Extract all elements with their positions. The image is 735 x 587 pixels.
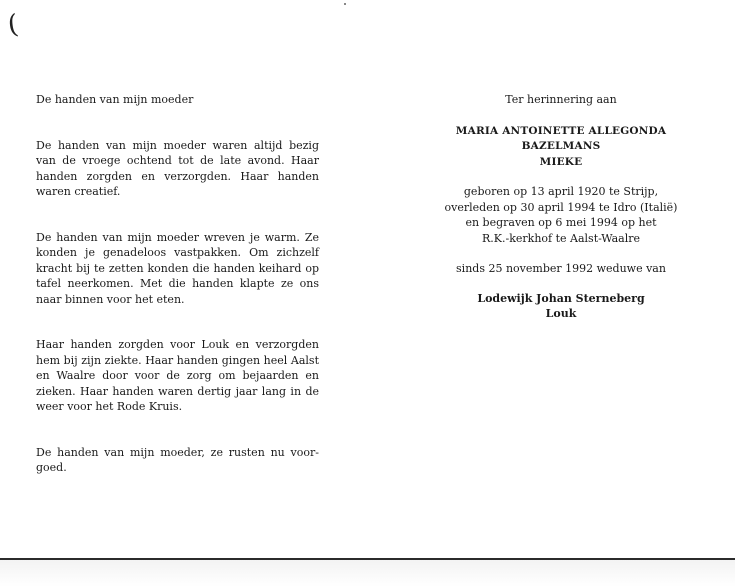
memorial-intro: Ter herinnering aan <box>505 93 617 106</box>
name-line-2: BAZELMANS <box>521 140 601 152</box>
pen-mark: ( <box>5 9 21 41</box>
memorial-column <box>420 92 702 322</box>
speck <box>344 3 346 5</box>
date-line-4: R.K.-kerkhof te Aalst-Waalre <box>482 231 640 245</box>
poem-stanza-1: De handen van mijn moeder waren altijd bezig van de vroege ochtend tot de late avond. Haar handen zorgden en verzorgden. Haar handen waren creatief. <box>36 138 319 198</box>
deceased-name <box>420 124 702 171</box>
spouse-line-2: Louk <box>545 307 577 320</box>
life-dates <box>420 184 702 246</box>
name-line-3: MIEKE <box>539 155 583 168</box>
poem-stanza-3: Haar handen zorgden voor Louk en verzorgden hem bij zijn ziekte. Haar handen gingen heel Aalst en Waalre door voor de zorg om bejaarden en zieken. Haar handen waren dertig jaar lang in de weer voor het Rode Kruis. <box>36 338 319 413</box>
poem-stanza-2: De handen van mijn moeder wreven je warm. Ze konden je genadeloos vastpakken. Om zichzelf kracht bij te zetten konden die handen keihard op tafel neerkomen. Met die handen klapte ze ons naar binnen voor het eten. <box>36 230 319 306</box>
date-line-3: en begraven op 6 mei 1994 op het <box>465 216 657 229</box>
poem-stanza-4: De handen van mijn moeder, ze rusten nu voor-goed. <box>36 445 319 474</box>
name-line-1: MARIA ANTOINETTE ALLEGONDA <box>455 124 667 137</box>
spouse-name <box>420 291 702 322</box>
spouse-line-1: Lodewijk Johan Sterneberg <box>477 291 645 305</box>
date-line-2: overleden op 30 april 1994 te Idro (Italië) <box>444 200 678 214</box>
widow-line: sinds 25 november 1992 weduwe van <box>456 262 666 275</box>
poem-column <box>36 92 319 476</box>
date-line-1: geboren op 13 april 1920 te Strijp, <box>463 185 659 198</box>
poem-title: De handen van mijn moeder <box>36 93 194 106</box>
scan-margin <box>0 560 735 587</box>
